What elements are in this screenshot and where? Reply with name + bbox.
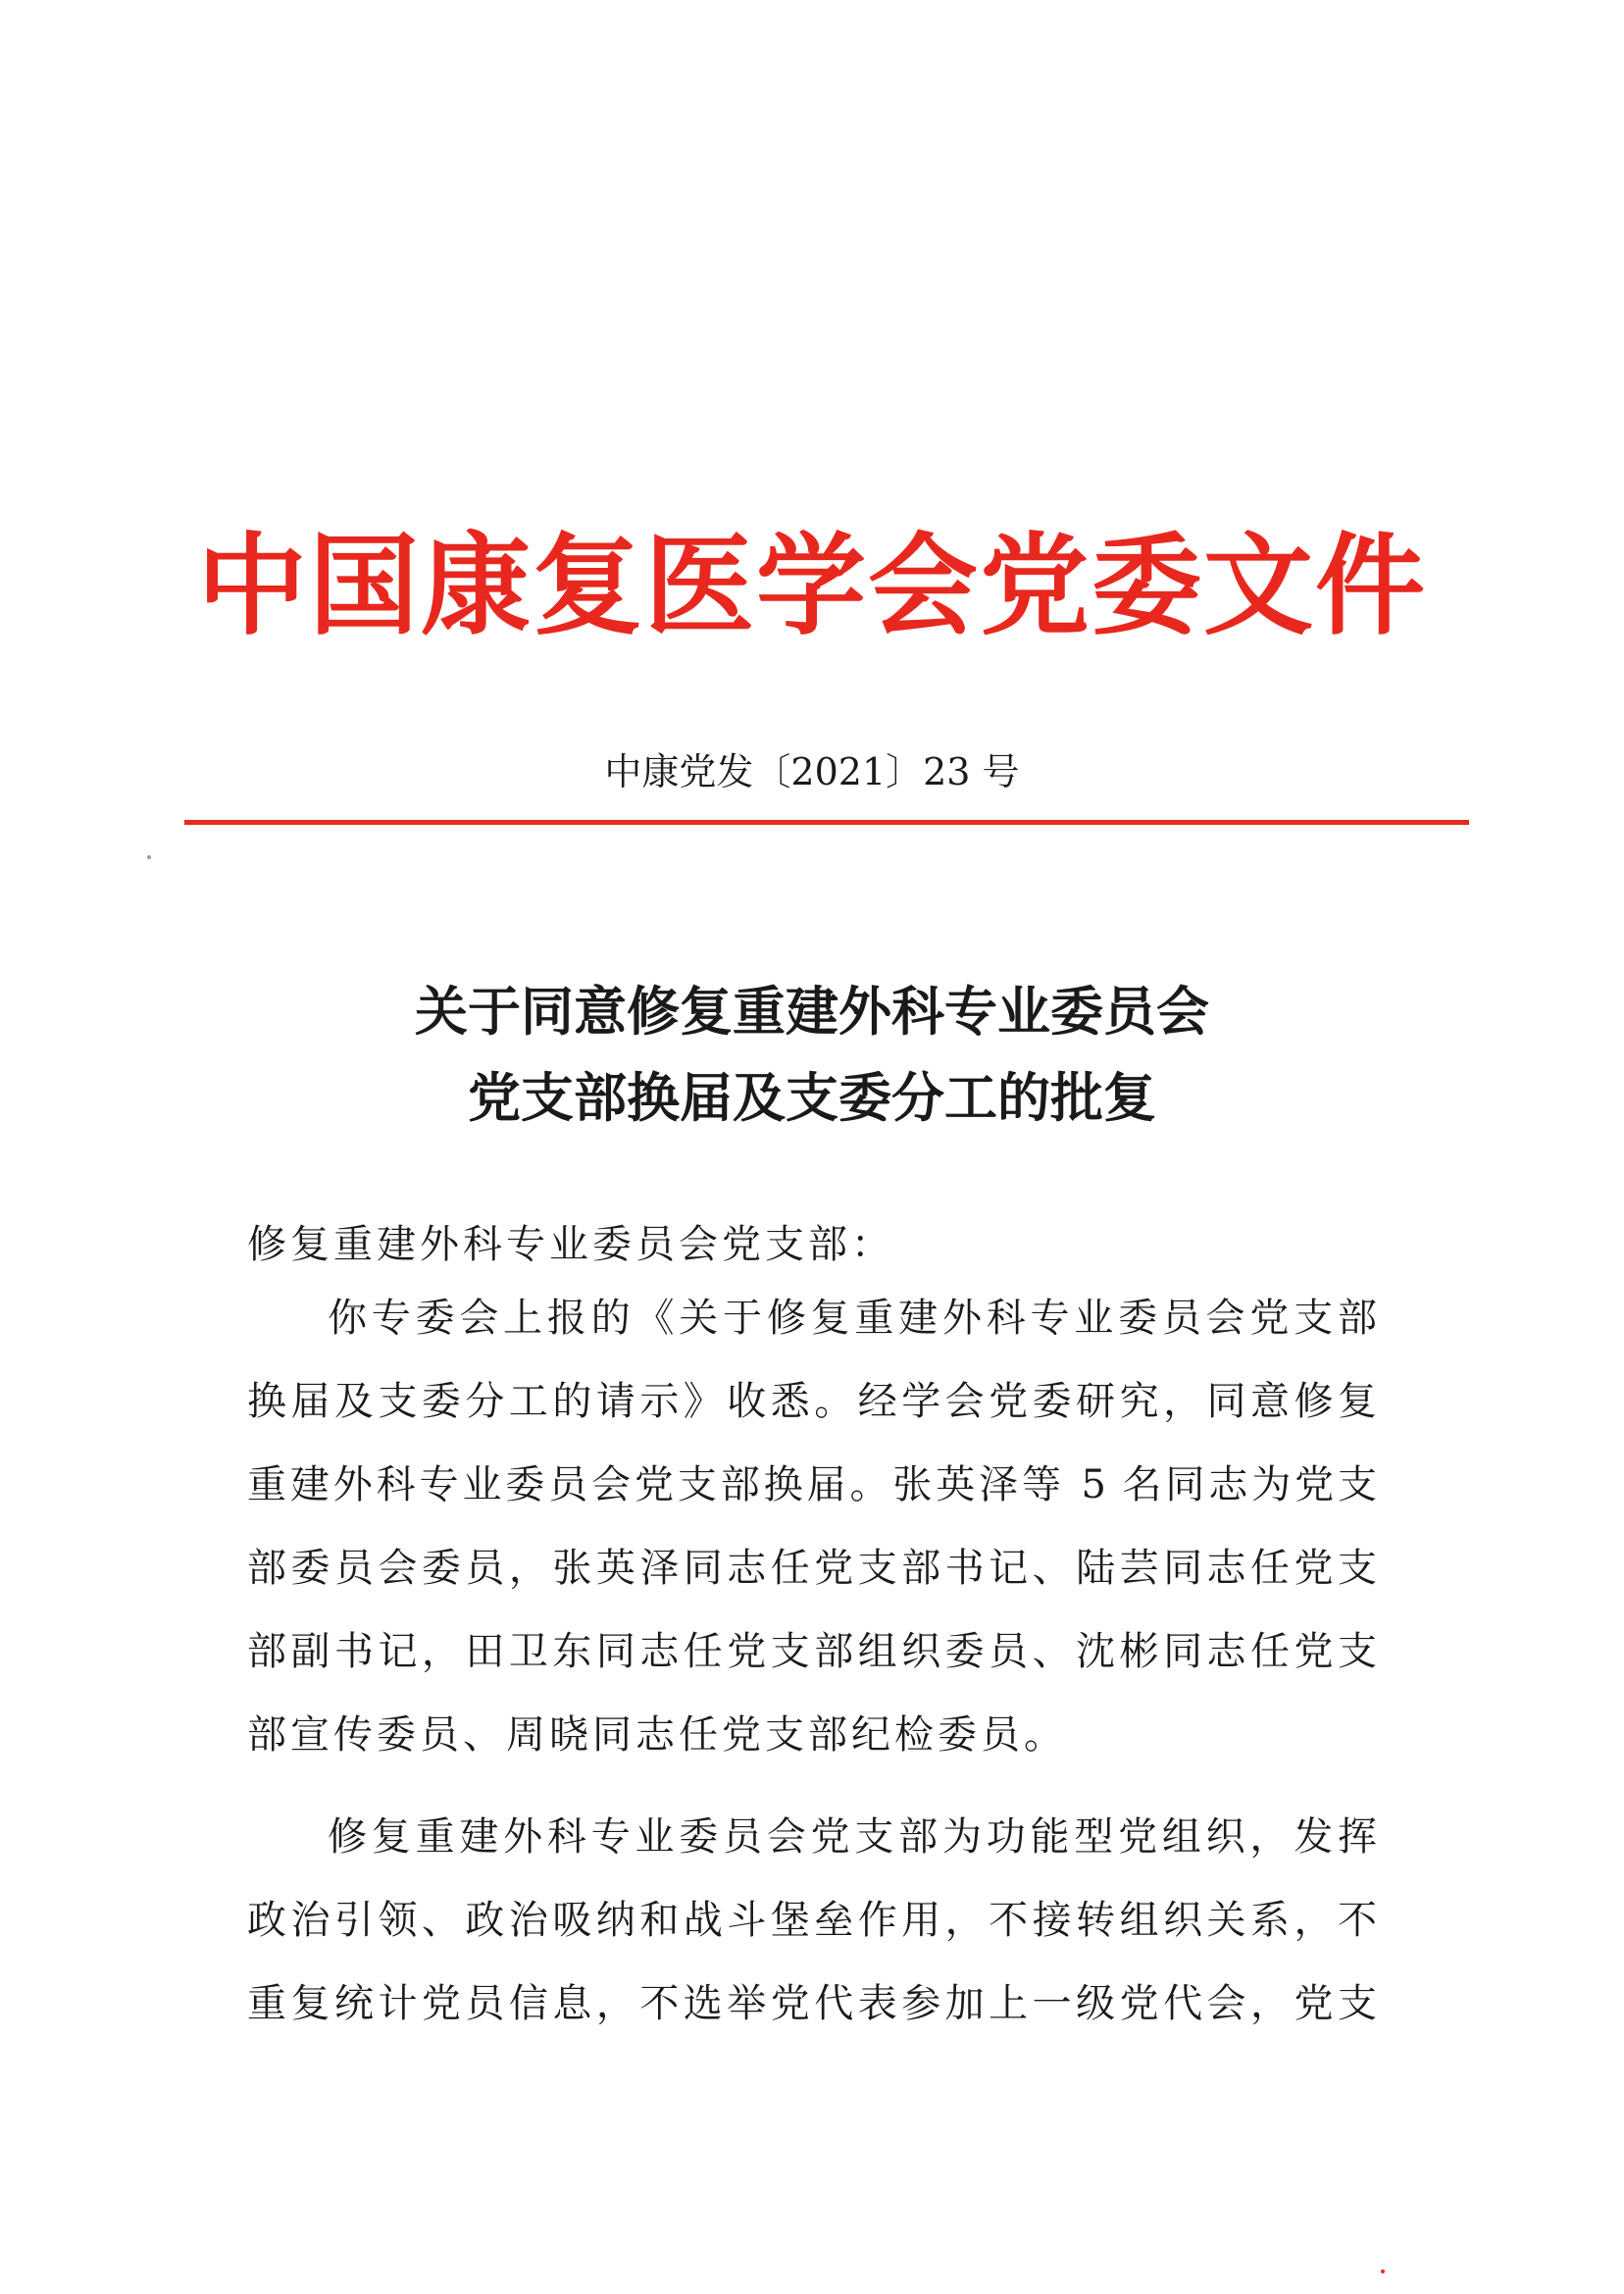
red-divider-line (184, 820, 1469, 825)
document-title (0, 969, 1624, 1142)
scan-speck (147, 855, 151, 859)
scan-speck (1381, 2269, 1385, 2273)
body-line: 修复重建外科专业委员会党支部为功能型党组织，发挥 (328, 1814, 1377, 1860)
body-line: 部宣传委员、周晓同志任党支部纪检委员。 (247, 1712, 1067, 1758)
document-masthead: 中国康复医学会党委文件 (197, 523, 1427, 650)
title-line-1: 关于同意修复重建外科专业委员会 (415, 981, 1209, 1043)
body-line: 换届及支委分工的请示》收悉。经学会党委研究，同意修复 (247, 1379, 1377, 1424)
title-line-2: 党支部换届及支委分工的批复 (468, 1067, 1156, 1129)
body-line: 重复统计党员信息，不选举党代表参加上一级党代会，党支 (247, 1981, 1377, 2026)
document-number: 中康党发〔2021〕23 号 (604, 750, 1020, 793)
body-line: 你专委会上报的《关于修复重建外科专业委员会党支部 (328, 1296, 1377, 1341)
body-line: 政治引领、政治吸纳和战斗堡垒作用，不接转组织关系，不 (247, 1898, 1377, 1943)
salutation: 修复重建外科专业委员会党支部： (247, 1222, 894, 1267)
body-line: 重建外科专业委员会党支部换届。张英泽等 5 名同志为党支 (247, 1462, 1377, 1507)
body-line: 部委员会委员，张英泽同志任党支部书记、陆芸同志任党支 (247, 1546, 1377, 1591)
body-line: 部副书记，田卫东同志任党支部组织委员、沈彬同志任党支 (247, 1629, 1377, 1674)
